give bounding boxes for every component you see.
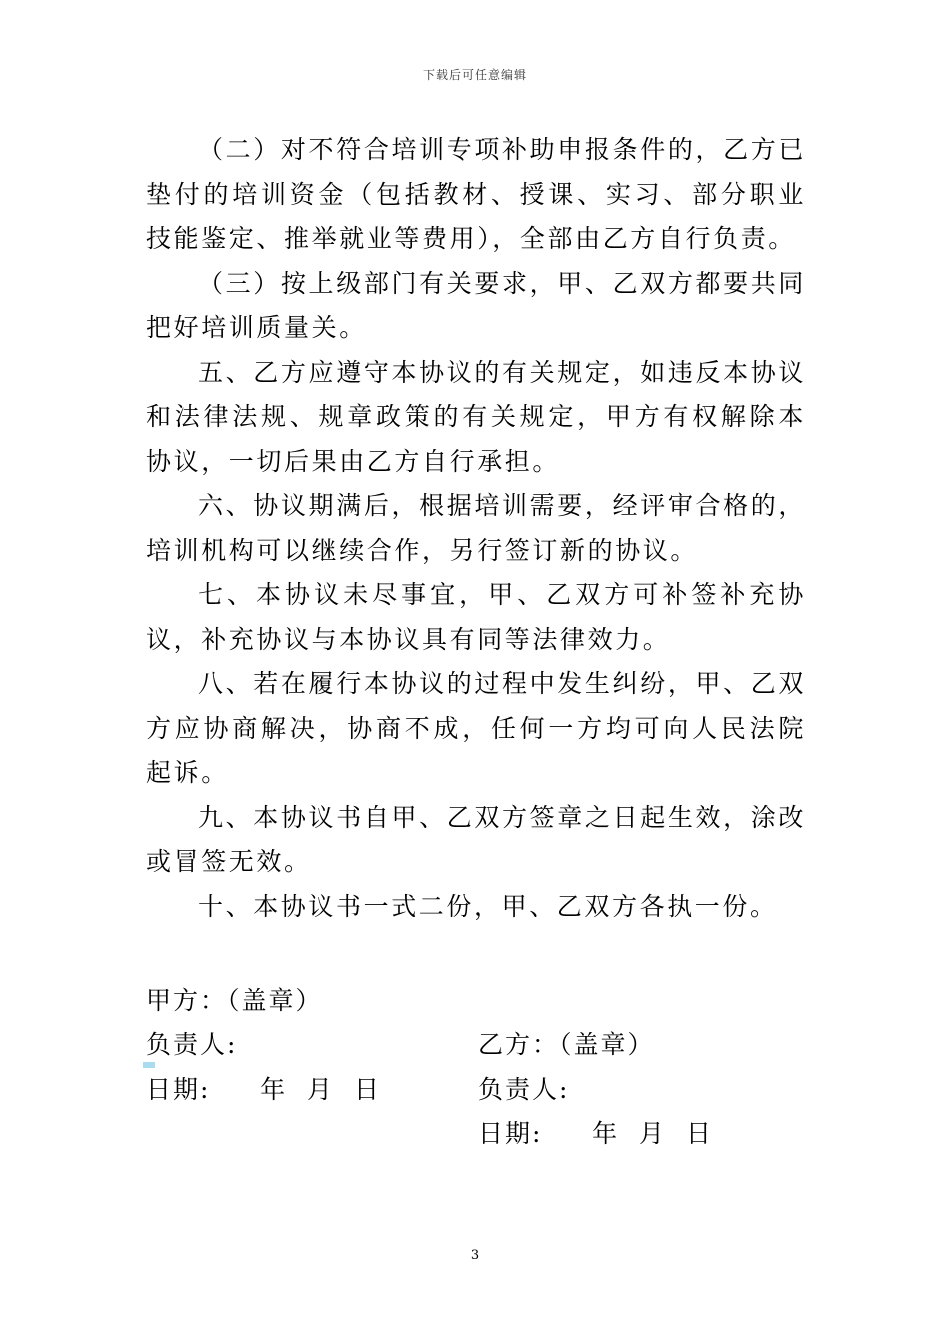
signature-block: [146, 934, 806, 1148]
party-a-date: 日期: 年 月 日: [146, 1074, 381, 1104]
party-a-person: 负责人:: [146, 1030, 238, 1059]
party-b-date: 日期: 年 月 日: [478, 1119, 713, 1148]
party-a-seal: 甲方：（盖章）: [146, 985, 323, 1015]
clause-paragraph: 八、若在履行本协议的过程中发生纠纷，甲、乙双方应协商解决，协商不成，任何一方均可向人民法院起诉。: [146, 669, 806, 787]
party-b-seal: 乙方：（盖章）: [478, 1030, 655, 1059]
page-number: 3: [470, 1248, 480, 1263]
clause-paragraph: 十、本协议书一式二份，甲、乙双方各执一份。: [198, 891, 778, 921]
clause-paragraph: 六、协议期满后，根据培训需要，经评审合格的，培训机构可以继续合作，另行签订新的协议。: [146, 491, 806, 565]
clause-paragraph: 五、乙方应遵守本协议的有关规定，如违反本协议和法律法规、规章政策的有关规定，甲方有权解除本协议，一切后果由乙方自行承担。: [146, 357, 806, 476]
agreement-body: [146, 128, 806, 929]
party-b-person: 负责人:: [478, 1074, 570, 1104]
clause-paragraph: 九、本协议书自甲、乙双方签章之日起生效，涂改或冒签无效。: [146, 802, 806, 876]
text-cursor-mark: [143, 1062, 155, 1068]
clause-paragraph: （二）对不符合培训专项补助申报条件的，乙方已垫付的培训资金（包括教材、授课、实习、部分职业技能鉴定、推举就业等费用），全部由乙方自行负责。: [146, 135, 806, 253]
clause-paragraph: （三）按上级部门有关要求，甲、乙双方都要共同把好培训质量关。: [146, 268, 806, 342]
clause-paragraph: 七、本协议未尽事宜，甲、乙双方可补签补充协议，补充协议与本协议具有同等法律效力。: [146, 580, 806, 654]
page-header-note: 下载后可任意编辑: [422, 68, 527, 82]
